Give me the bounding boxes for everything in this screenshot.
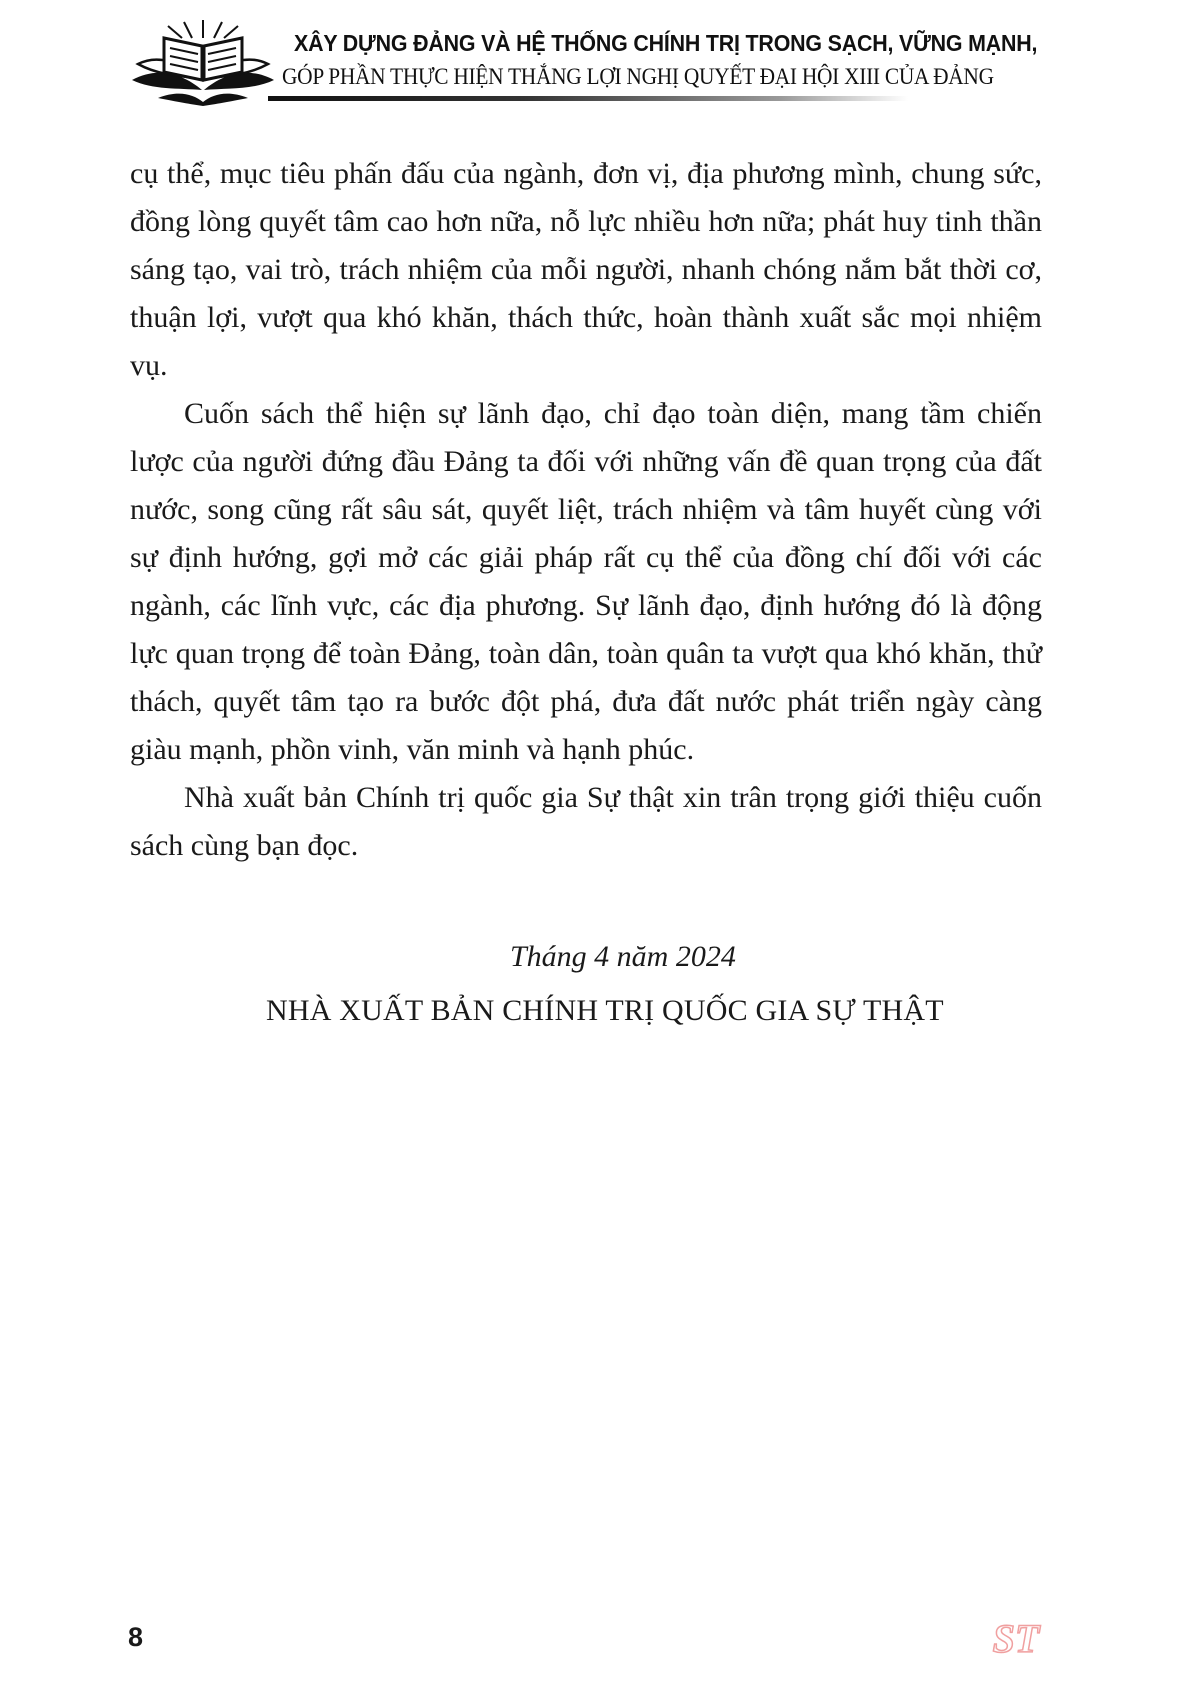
paragraph-introduction: Nhà xuất bản Chính trị quốc gia Sự thật xin trân trọng giới thiệu cuốn sách cùng bạn đọc.	[130, 781, 1042, 862]
signature-publisher: NHÀ XUẤT BẢN CHÍNH TRỊ QUỐC GIA SỰ THẬT	[266, 994, 944, 1027]
header-divider	[268, 96, 908, 101]
paragraph-continuation: cụ thể, mục tiêu phấn đấu của ngành, đơn vị, địa phương mình, chung sức, đồng lòng quyết tâm cao hơn nữa, nỗ lực nhiều hơn nữa; phát huy tinh thần sáng tạo, vai trò, trách nhiệm của mỗi người, nhanh chóng nắm bắt thời cơ, thuận lợi, vượt qua khó khăn, thách thức, hoàn thành xuất sắc mọi nhiệm vụ.	[130, 157, 1042, 382]
body-text	[130, 150, 1042, 870]
svg-text:ST: ST	[992, 1616, 1040, 1661]
header-title-line-2: GÓP PHẦN THỰC HIỆN THẮNG LỢI NGHỊ QUYẾT ĐẠI HỘI XIII CỦA ĐẢNG	[282, 64, 994, 89]
header-title-line-1: XÂY DỰNG ĐẢNG VÀ HỆ THỐNG CHÍNH TRỊ TRONG SẠCH, VỮNG MẠNH,	[294, 30, 1038, 56]
page-number: 8	[128, 1622, 144, 1652]
open-book-lotus-icon	[128, 16, 278, 108]
running-header	[0, 0, 1189, 120]
signature-date: Tháng 4 năm 2024	[510, 940, 736, 973]
paragraph-book-summary: Cuốn sách thể hiện sự lãnh đạo, chỉ đạo toàn diện, mang tầm chiến lược của người đứng đầu Đảng ta đối với những vấn đề quan trọng của đất nước, song cũng rất sâu sát, quyết liệt, trách nhiệm và tâm huyết cùng với sự định hướng, gợi mở các giải pháp rất cụ thể của đồng chí đối với các ngành, các lĩnh vực, các địa phương. Sự lãnh đạo, định hướng đó là động lực quan trọng để toàn Đảng, toàn dân, toàn quân ta vượt qua khó khăn, thử thách, quyết tâm tạo ra bước đột phá, đưa đất nước phát triển ngày càng giàu mạnh, phồn vinh, văn minh và hạnh phúc.	[130, 397, 1042, 766]
publisher-watermark-logo	[990, 1612, 1042, 1662]
